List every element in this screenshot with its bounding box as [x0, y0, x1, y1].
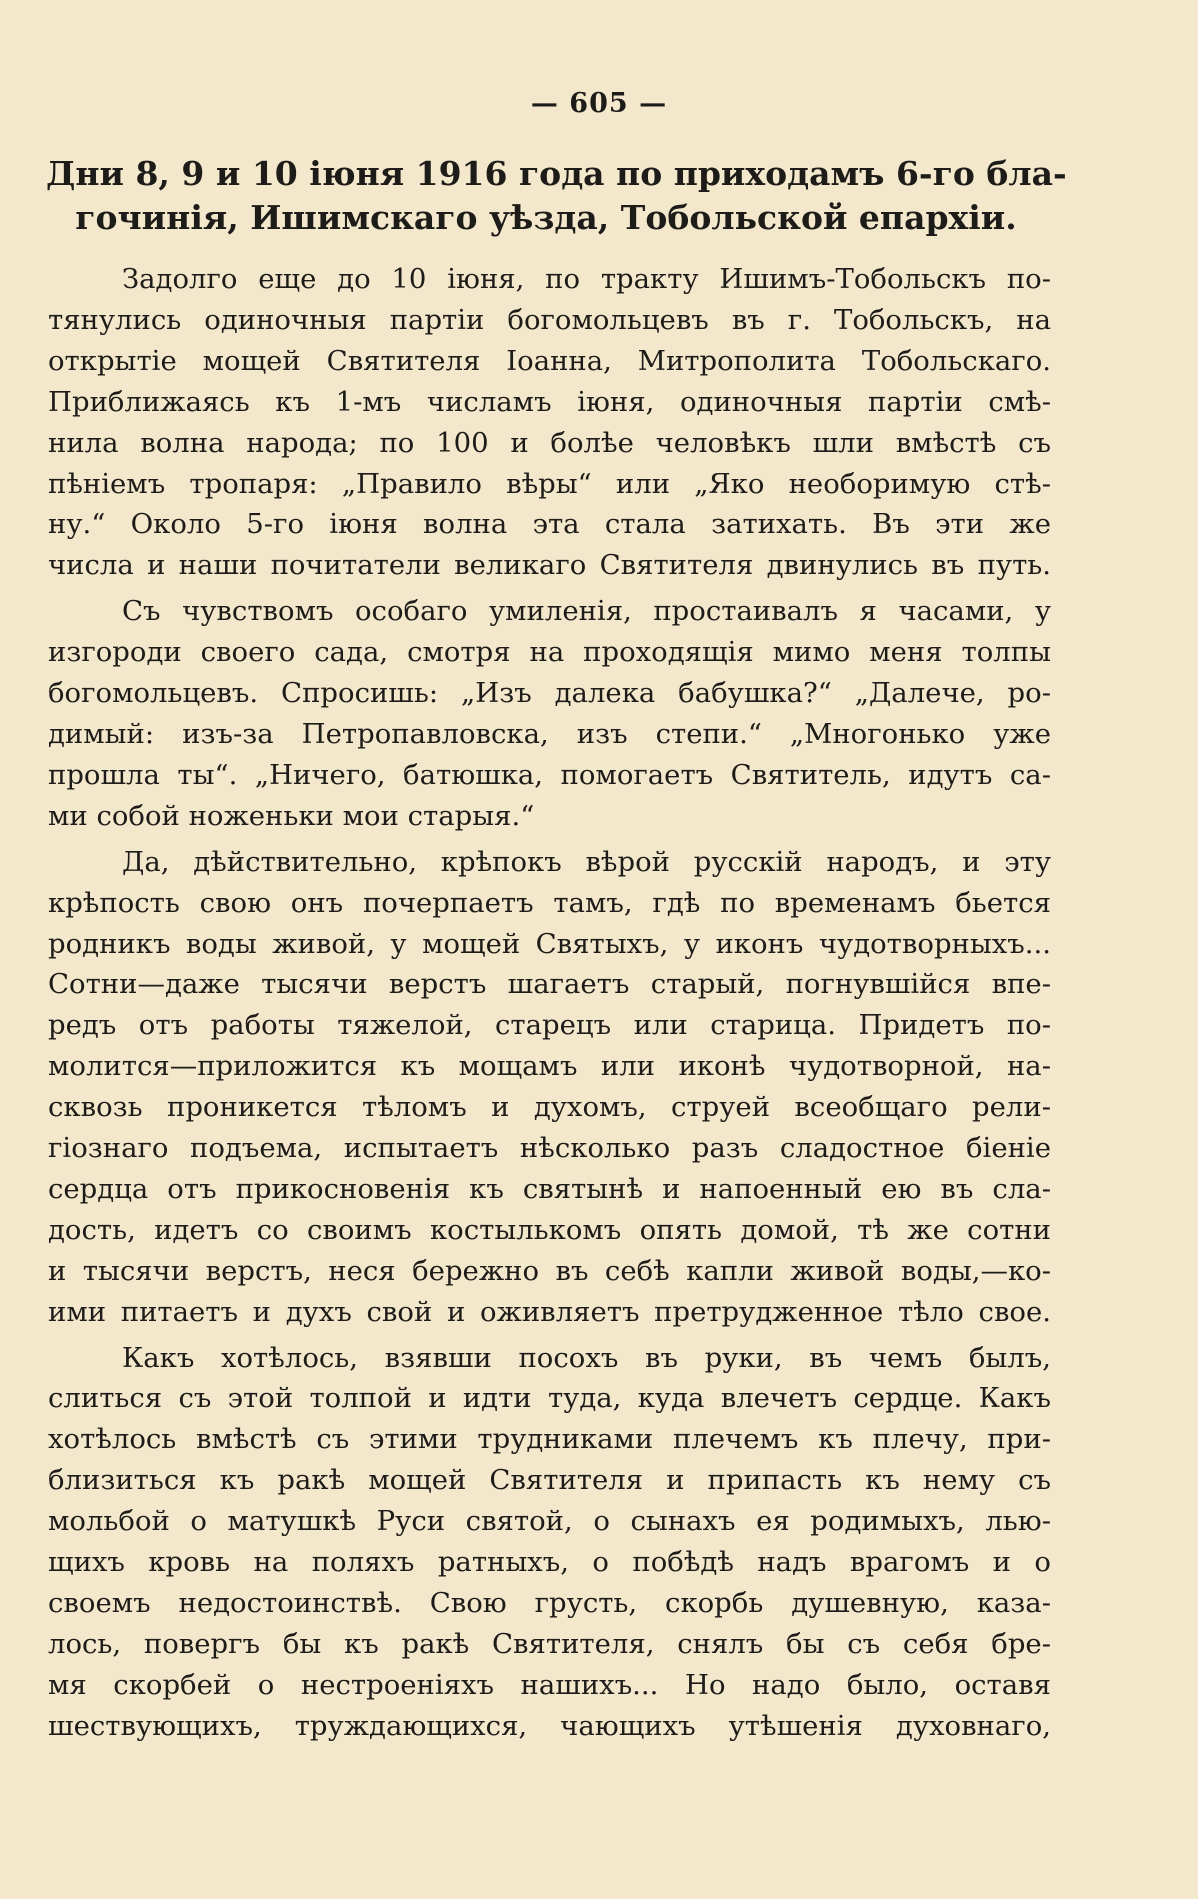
text-line: шествующихъ, труждающихся, чающихъ утѣшенія духовнаго, — [48, 1709, 1051, 1742]
text-line: Приближаясь къ 1-мъ числамъ іюня, одиночныя партіи смѣ- — [48, 385, 1051, 418]
text-line: богомольцевъ. Спросишь: „Изъ далека бабушка?“ „Далече, ро- — [48, 677, 1051, 710]
text-line: тянулись одиночныя партіи богомольцевъ въ г. Тобольскъ, на — [48, 303, 1051, 336]
text-line: Задолго еще до 10 іюня, по тракту Ишимъ-Тобольскъ по- — [122, 263, 1051, 295]
text-line: слиться съ этой толпой и идти туда, куда влечетъ сердце. Какъ — [48, 1382, 1051, 1415]
text-line: нила волна народа; по 100 и болѣе человѣкъ шли вмѣстѣ съ — [48, 426, 1051, 459]
text-line: сквозь проникется тѣломъ и духомъ, струей всеобщаго рели- — [48, 1091, 1051, 1124]
text-line: хотѣлось вмѣстѣ съ этими трудниками плечемъ къ плечу, при- — [48, 1423, 1051, 1456]
text-line: молится—приложится къ мощамъ или иконѣ чудотворной, на- — [48, 1050, 1051, 1083]
text-line: пѣніемъ тропаря: „Правило вѣры“ или „Яко необоримую стѣ- — [48, 467, 1051, 500]
paragraph — [48, 259, 1051, 586]
text-line: димый: изъ-за Петропавловска, изъ степи.“ „Многонько уже — [48, 717, 1051, 750]
text-line: числа и наши почитатели великаго Святителя двинулись въ путь. — [48, 549, 1051, 582]
text-line: ну.“ Около 5-го іюня волна эта стала затихать. Въ эти же — [48, 508, 1051, 541]
title-line: гочинія, Ишимскаго уѣзда, Тобольской епархіи. — [75, 198, 1017, 237]
text-line: Какъ хотѣлось, взявши посохъ въ руки, въ чемъ былъ, — [122, 1341, 1051, 1374]
text-line: гіознаго подъема, испытаетъ нѣсколько разъ сладостное біеніе — [48, 1132, 1051, 1165]
text-line: сердца отъ прикосновенія къ святынѣ и напоенный ею въ сла- — [48, 1172, 1051, 1205]
title-line: Дни 8, 9 и 10 іюня 1916 года по приходамъ 6-го бла- — [46, 154, 1067, 193]
text-line: мольбой о матушкѣ Руси святой, о сынахъ ея родимыхъ, лью- — [48, 1505, 1051, 1538]
article-body — [48, 259, 1051, 1752]
text-line: открытіе мощей Святителя Іоанна, Митрополита Тобольскаго. — [48, 344, 1051, 377]
text-line: ими питаетъ и духъ свой и оживляетъ претрудженное тѣло свое. — [48, 1295, 1051, 1328]
text-line: и тысячи верстъ, неся бережно въ себѣ капли живой воды,—ко- — [48, 1254, 1051, 1287]
text-line: крѣпость свою онъ почерпаетъ тамъ, гдѣ по временамъ бьется — [48, 886, 1051, 919]
text-line: изгороди своего сада, смотря на проходящія мимо меня толпы — [48, 636, 1051, 669]
text-line: родникъ воды живой, у мощей Святыхъ, у иконъ чудотворныхъ... — [48, 927, 1051, 960]
text-line: близиться къ ракѣ мощей Святителя и припасть къ нему съ — [48, 1464, 1051, 1497]
paragraph — [48, 591, 1051, 836]
text-line: щихъ кровь на поляхъ ратныхъ, о побѣдѣ надъ врагомъ и о — [48, 1546, 1051, 1579]
text-line: лось, повергъ бы къ ракѣ Святителя, снялъ бы съ себя бре- — [48, 1627, 1051, 1660]
paragraph — [48, 842, 1051, 1333]
paragraph — [48, 1338, 1051, 1747]
text-line: мя скорбей о нестроеніяхъ нашихъ... Но надо было, оставя — [48, 1668, 1051, 1701]
text-line: дость, идетъ со своимъ костылькомъ опять домой, тѣ же сотни — [48, 1213, 1051, 1246]
article-title — [46, 152, 1067, 240]
text-line: редъ отъ работы тяжелой, старецъ или старица. Придетъ по- — [48, 1009, 1051, 1042]
text-line: прошла ты“. „Ничего, батюшка, помогаетъ Святитель, идутъ са- — [48, 758, 1051, 791]
text-line: ми собой ноженьки мои старыя.“ — [48, 799, 535, 832]
text-line: своемъ недостоинствѣ. Свою грусть, скорбь душевную, каза- — [48, 1587, 1051, 1619]
text-line: Съ чувствомъ особаго умиленія, простаивалъ я часами, у — [122, 595, 1051, 628]
page-number: — 605 — — [530, 88, 668, 119]
text-line: Сотни—даже тысячи верстъ шагаетъ старый, погнувшійся впе- — [48, 968, 1051, 1001]
text-line: Да, дѣйствительно, крѣпокъ вѣрой русскій народъ, и эту — [122, 845, 1051, 878]
